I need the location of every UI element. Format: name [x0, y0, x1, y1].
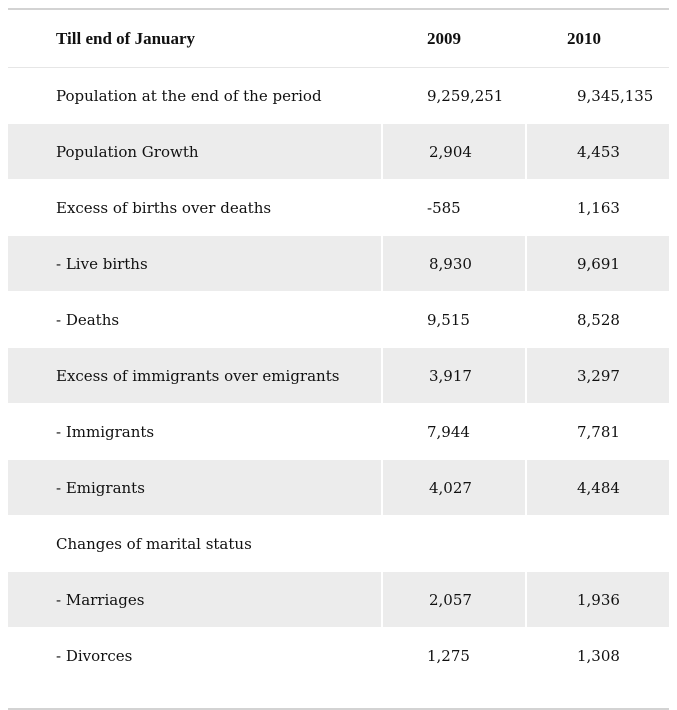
cell-2009: 2,904 — [381, 124, 527, 180]
cell-2009: 3,917 — [381, 348, 527, 404]
header-period-label: Till end of January — [8, 10, 381, 68]
table-row — [8, 628, 669, 684]
table-row — [8, 180, 669, 236]
row-label: Population Growth — [8, 124, 381, 180]
cell-2010: 1,936 — [527, 572, 669, 628]
table-header-row — [8, 10, 669, 68]
table-row — [8, 516, 669, 572]
row-label: Excess of immigrants over emigrants — [8, 348, 381, 404]
table-row — [8, 572, 669, 628]
cell-2009: 4,027 — [381, 460, 527, 516]
table-row — [8, 460, 669, 516]
cell-2009: -585 — [381, 180, 527, 236]
row-label: - Marriages — [8, 572, 381, 628]
row-label: Population at the end of the period — [8, 68, 381, 124]
header-2009: 2009 — [381, 10, 527, 68]
table-row — [8, 124, 669, 180]
cell-2009: 2,057 — [381, 572, 527, 628]
population-table-container — [8, 8, 669, 710]
cell-2010: 9,345,135 — [527, 68, 669, 124]
table-row — [8, 404, 669, 460]
cell-2009 — [381, 516, 527, 572]
cell-2010: 1,163 — [527, 180, 669, 236]
row-label: Excess of births over deaths — [8, 180, 381, 236]
row-label: - Live births — [8, 236, 381, 292]
table-row — [8, 292, 669, 348]
table-row — [8, 348, 669, 404]
cell-2010 — [527, 516, 669, 572]
cell-2010: 9,691 — [527, 236, 669, 292]
cell-2010: 8,528 — [527, 292, 669, 348]
cell-2009: 1,275 — [381, 628, 527, 684]
population-table — [8, 10, 669, 684]
cell-2009: 9,515 — [381, 292, 527, 348]
table-row — [8, 68, 669, 124]
row-label: - Immigrants — [8, 404, 381, 460]
table-row — [8, 236, 669, 292]
cell-2009: 9,259,251 — [381, 68, 527, 124]
cell-2009: 7,944 — [381, 404, 527, 460]
cell-2010: 3,297 — [527, 348, 669, 404]
cell-2010: 1,308 — [527, 628, 669, 684]
row-label: - Divorces — [8, 628, 381, 684]
row-label: Changes of marital status — [8, 516, 381, 572]
row-label: - Deaths — [8, 292, 381, 348]
cell-2010: 4,453 — [527, 124, 669, 180]
cell-2009: 8,930 — [381, 236, 527, 292]
cell-2010: 7,781 — [527, 404, 669, 460]
cell-2010: 4,484 — [527, 460, 669, 516]
row-label: - Emigrants — [8, 460, 381, 516]
header-2010: 2010 — [527, 10, 669, 68]
